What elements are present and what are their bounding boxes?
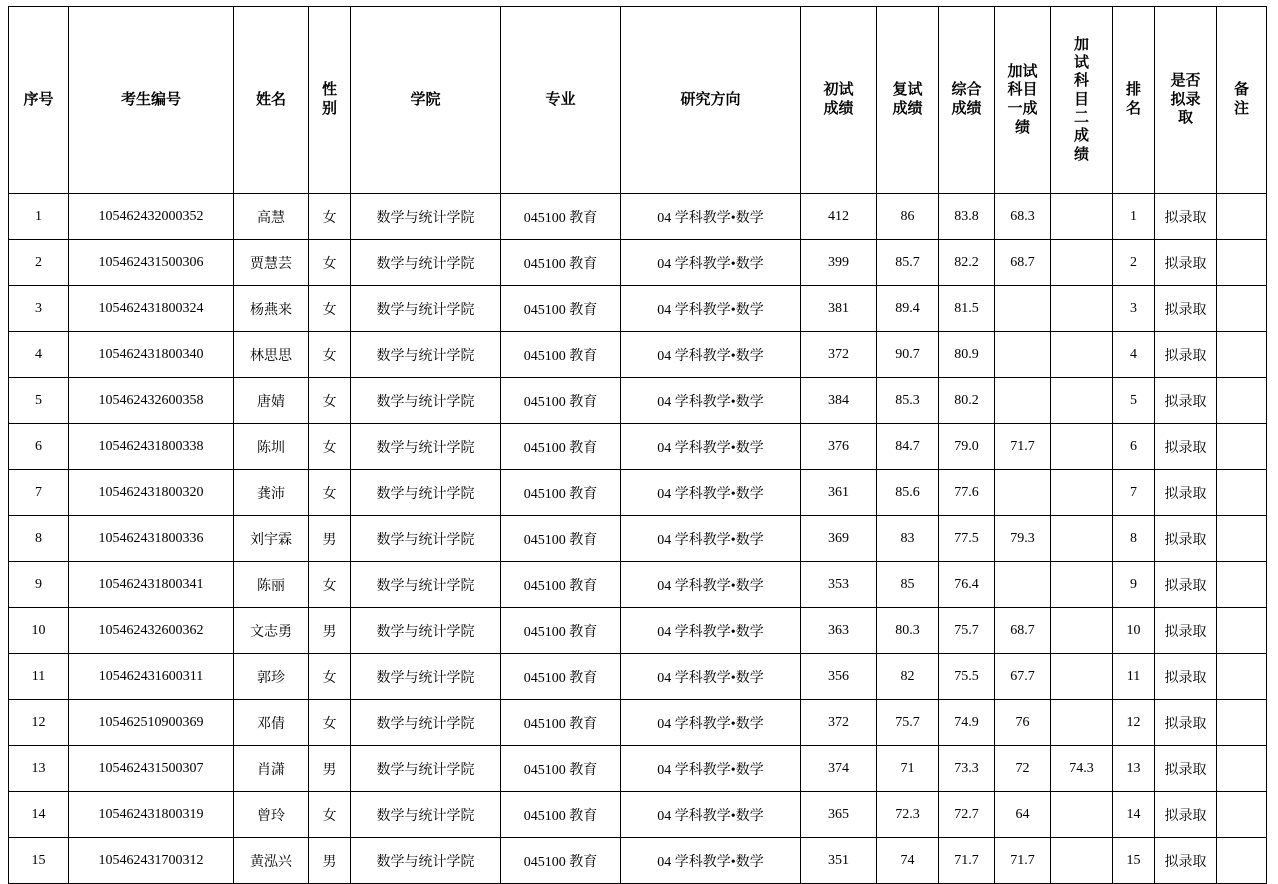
cell-sex: 男 [309,746,351,792]
cell-extra1-score: 72 [995,746,1051,792]
column-header-second-score [877,7,939,194]
column-header-college-label: 学院 [410,91,441,108]
cell-first-score: 372 [801,700,877,746]
cell-major: 045100 教育 [501,746,621,792]
table-row [9,700,1267,746]
admission-table [8,6,1267,884]
column-header-admitted [1155,7,1217,194]
cell-remark [1217,792,1267,838]
cell-direction: 04 学科教学•数学 [621,746,801,792]
cell-extra2-score [1051,240,1113,286]
cell-total-score: 81.5 [939,286,995,332]
cell-college: 数学与统计学院 [351,194,501,240]
cell-name: 陈丽 [234,562,309,608]
cell-first-score: 353 [801,562,877,608]
table-row [9,332,1267,378]
cell-second-score: 86 [877,194,939,240]
cell-seq: 7 [9,470,69,516]
cell-extra1-score: 64 [995,792,1051,838]
cell-second-score: 84.7 [877,424,939,470]
cell-sex: 女 [309,378,351,424]
cell-admitted: 拟录取 [1155,792,1217,838]
cell-rank: 14 [1113,792,1155,838]
column-header-exam-id [69,7,234,194]
table-row [9,792,1267,838]
cell-sex: 女 [309,286,351,332]
cell-major: 045100 教育 [501,838,621,884]
cell-seq: 11 [9,654,69,700]
cell-sex: 女 [309,562,351,608]
cell-sex: 男 [309,838,351,884]
table-row [9,286,1267,332]
cell-extra1-score: 67.7 [995,654,1051,700]
cell-extra2-score [1051,562,1113,608]
cell-total-score: 72.7 [939,792,995,838]
cell-total-score: 76.4 [939,562,995,608]
cell-name: 杨燕来 [234,286,309,332]
cell-extra1-score: 71.7 [995,424,1051,470]
cell-extra1-score [995,286,1051,332]
cell-seq: 10 [9,608,69,654]
cell-exam-id: 105462431800336 [69,516,234,562]
cell-direction: 04 学科教学•数学 [621,194,801,240]
cell-total-score: 80.2 [939,378,995,424]
cell-extra1-score [995,378,1051,424]
cell-first-score: 365 [801,792,877,838]
cell-sex: 女 [309,792,351,838]
column-header-remark-label: 备注 [1234,82,1250,117]
cell-rank: 15 [1113,838,1155,884]
cell-college: 数学与统计学院 [351,240,501,286]
cell-extra2-score [1051,470,1113,516]
column-header-exam-id-label: 考生编号 [120,91,181,108]
cell-total-score: 75.5 [939,654,995,700]
cell-sex: 女 [309,654,351,700]
header-row [9,7,1267,194]
cell-first-score: 412 [801,194,877,240]
cell-seq: 9 [9,562,69,608]
cell-second-score: 90.7 [877,332,939,378]
cell-total-score: 71.7 [939,838,995,884]
cell-admitted: 拟录取 [1155,746,1217,792]
cell-remark [1217,240,1267,286]
cell-major: 045100 教育 [501,516,621,562]
cell-name: 曾玲 [234,792,309,838]
cell-second-score: 75.7 [877,700,939,746]
cell-first-score: 376 [801,424,877,470]
cell-admitted: 拟录取 [1155,838,1217,884]
cell-seq: 8 [9,516,69,562]
cell-name: 邓倩 [234,700,309,746]
cell-name: 刘宇霖 [234,516,309,562]
cell-sex: 男 [309,608,351,654]
cell-exam-id: 105462431600311 [69,654,234,700]
cell-total-score: 75.7 [939,608,995,654]
cell-second-score: 83 [877,516,939,562]
cell-direction: 04 学科教学•数学 [621,424,801,470]
cell-remark [1217,608,1267,654]
cell-extra1-score: 68.7 [995,240,1051,286]
cell-exam-id: 105462431700312 [69,838,234,884]
cell-remark [1217,194,1267,240]
column-header-admitted-label: 是否拟录取 [1170,72,1201,127]
cell-total-score: 80.9 [939,332,995,378]
cell-total-score: 83.8 [939,194,995,240]
cell-rank: 2 [1113,240,1155,286]
cell-direction: 04 学科教学•数学 [621,792,801,838]
cell-second-score: 72.3 [877,792,939,838]
cell-remark [1217,838,1267,884]
cell-remark [1217,700,1267,746]
column-header-direction [621,7,801,194]
cell-exam-id: 105462432000352 [69,194,234,240]
cell-major: 045100 教育 [501,240,621,286]
table-row [9,654,1267,700]
cell-admitted: 拟录取 [1155,608,1217,654]
cell-extra2-score [1051,654,1113,700]
cell-first-score: 356 [801,654,877,700]
cell-extra1-score [995,470,1051,516]
cell-admitted: 拟录取 [1155,286,1217,332]
cell-rank: 11 [1113,654,1155,700]
cell-admitted: 拟录取 [1155,332,1217,378]
cell-name: 唐婧 [234,378,309,424]
cell-major: 045100 教育 [501,286,621,332]
cell-direction: 04 学科教学•数学 [621,562,801,608]
cell-sex: 女 [309,194,351,240]
cell-extra2-score [1051,332,1113,378]
cell-sex: 女 [309,470,351,516]
column-header-remark [1217,7,1267,194]
cell-extra2-score [1051,700,1113,746]
cell-name: 高慧 [234,194,309,240]
table-row [9,838,1267,884]
cell-direction: 04 学科教学•数学 [621,516,801,562]
column-header-college [351,7,501,194]
table-row [9,194,1267,240]
cell-extra2-score [1051,286,1113,332]
cell-first-score: 351 [801,838,877,884]
cell-total-score: 74.9 [939,700,995,746]
cell-major: 045100 教育 [501,194,621,240]
cell-first-score: 384 [801,378,877,424]
column-header-total-score-label: 综合成绩 [951,82,982,117]
cell-admitted: 拟录取 [1155,194,1217,240]
table-row [9,424,1267,470]
cell-exam-id: 105462510900369 [69,700,234,746]
column-header-sex [309,7,351,194]
column-header-direction-label: 研究方向 [680,91,741,108]
cell-sex: 女 [309,332,351,378]
cell-rank: 9 [1113,562,1155,608]
cell-major: 045100 教育 [501,700,621,746]
cell-sex: 男 [309,516,351,562]
cell-admitted: 拟录取 [1155,378,1217,424]
cell-college: 数学与统计学院 [351,424,501,470]
cell-college: 数学与统计学院 [351,792,501,838]
cell-name: 黄泓兴 [234,838,309,884]
table-row [9,240,1267,286]
cell-second-score: 85.6 [877,470,939,516]
cell-admitted: 拟录取 [1155,562,1217,608]
cell-seq: 4 [9,332,69,378]
cell-extra1-score: 79.3 [995,516,1051,562]
cell-rank: 6 [1113,424,1155,470]
cell-college: 数学与统计学院 [351,654,501,700]
table-row [9,516,1267,562]
column-header-rank-label: 排名 [1126,82,1142,117]
cell-exam-id: 105462432600362 [69,608,234,654]
cell-rank: 3 [1113,286,1155,332]
column-header-second-score-label: 复试成绩 [892,82,923,117]
cell-second-score: 85.3 [877,378,939,424]
table-row [9,746,1267,792]
cell-extra1-score [995,332,1051,378]
cell-exam-id: 105462431500307 [69,746,234,792]
column-header-total-score [939,7,995,194]
cell-major: 045100 教育 [501,378,621,424]
cell-second-score: 74 [877,838,939,884]
cell-second-score: 71 [877,746,939,792]
cell-admitted: 拟录取 [1155,240,1217,286]
cell-major: 045100 教育 [501,608,621,654]
cell-extra2-score [1051,424,1113,470]
cell-first-score: 372 [801,332,877,378]
cell-rank: 5 [1113,378,1155,424]
cell-rank: 8 [1113,516,1155,562]
cell-extra2-score [1051,516,1113,562]
cell-name: 龚沛 [234,470,309,516]
column-header-name-label: 姓名 [255,91,286,108]
table-row [9,608,1267,654]
cell-rank: 12 [1113,700,1155,746]
cell-college: 数学与统计学院 [351,286,501,332]
cell-seq: 6 [9,424,69,470]
table-row [9,562,1267,608]
cell-major: 045100 教育 [501,332,621,378]
cell-direction: 04 学科教学•数学 [621,332,801,378]
column-header-extra2-score-label: 加试科目二成绩 [1074,36,1090,163]
cell-exam-id: 105462431800340 [69,332,234,378]
cell-seq: 15 [9,838,69,884]
cell-extra1-score: 71.7 [995,838,1051,884]
column-header-extra1-score-label: 加试科目一成绩 [1007,63,1038,136]
cell-extra1-score: 68.3 [995,194,1051,240]
cell-seq: 2 [9,240,69,286]
cell-sex: 女 [309,424,351,470]
cell-name: 贾慧芸 [234,240,309,286]
cell-rank: 10 [1113,608,1155,654]
cell-admitted: 拟录取 [1155,470,1217,516]
cell-seq: 1 [9,194,69,240]
cell-extra2-score [1051,378,1113,424]
cell-extra2-score: 74.3 [1051,746,1113,792]
cell-remark [1217,332,1267,378]
cell-major: 045100 教育 [501,792,621,838]
cell-direction: 04 学科教学•数学 [621,286,801,332]
cell-exam-id: 105462432600358 [69,378,234,424]
column-header-seq-label: 序号 [23,91,54,108]
column-header-seq [9,7,69,194]
cell-college: 数学与统计学院 [351,608,501,654]
cell-exam-id: 105462431800341 [69,562,234,608]
cell-total-score: 73.3 [939,746,995,792]
cell-major: 045100 教育 [501,654,621,700]
cell-direction: 04 学科教学•数学 [621,378,801,424]
cell-name: 文志勇 [234,608,309,654]
cell-remark [1217,562,1267,608]
cell-exam-id: 105462431800324 [69,286,234,332]
cell-college: 数学与统计学院 [351,700,501,746]
cell-first-score: 361 [801,470,877,516]
cell-college: 数学与统计学院 [351,332,501,378]
cell-second-score: 85 [877,562,939,608]
cell-total-score: 79.0 [939,424,995,470]
cell-first-score: 374 [801,746,877,792]
cell-admitted: 拟录取 [1155,516,1217,562]
cell-seq: 14 [9,792,69,838]
cell-sex: 女 [309,240,351,286]
table-header [9,7,1267,194]
column-header-first-score-label: 初试成绩 [823,82,854,117]
cell-major: 045100 教育 [501,424,621,470]
cell-second-score: 85.7 [877,240,939,286]
cell-exam-id: 105462431800338 [69,424,234,470]
table-row [9,378,1267,424]
cell-direction: 04 学科教学•数学 [621,700,801,746]
cell-extra2-score [1051,608,1113,654]
table-body [9,194,1267,884]
cell-college: 数学与统计学院 [351,562,501,608]
cell-direction: 04 学科教学•数学 [621,608,801,654]
cell-extra1-score: 76 [995,700,1051,746]
cell-exam-id: 105462431800320 [69,470,234,516]
cell-college: 数学与统计学院 [351,516,501,562]
cell-rank: 13 [1113,746,1155,792]
cell-total-score: 82.2 [939,240,995,286]
column-header-extra1-score [995,7,1051,194]
cell-second-score: 89.4 [877,286,939,332]
table-row [9,470,1267,516]
cell-college: 数学与统计学院 [351,838,501,884]
cell-rank: 7 [1113,470,1155,516]
cell-first-score: 381 [801,286,877,332]
cell-remark [1217,378,1267,424]
cell-direction: 04 学科教学•数学 [621,654,801,700]
column-header-first-score [801,7,877,194]
cell-college: 数学与统计学院 [351,470,501,516]
cell-total-score: 77.6 [939,470,995,516]
cell-extra1-score: 68.7 [995,608,1051,654]
cell-total-score: 77.5 [939,516,995,562]
cell-first-score: 369 [801,516,877,562]
column-header-rank [1113,7,1155,194]
cell-admitted: 拟录取 [1155,654,1217,700]
column-header-sex-label: 性别 [322,82,338,117]
cell-college: 数学与统计学院 [351,746,501,792]
cell-extra2-score [1051,838,1113,884]
cell-first-score: 399 [801,240,877,286]
cell-seq: 12 [9,700,69,746]
cell-seq: 3 [9,286,69,332]
cell-second-score: 82 [877,654,939,700]
cell-major: 045100 教育 [501,562,621,608]
cell-name: 陈圳 [234,424,309,470]
cell-direction: 04 学科教学•数学 [621,838,801,884]
cell-exam-id: 105462431800319 [69,792,234,838]
cell-extra2-score [1051,194,1113,240]
cell-direction: 04 学科教学•数学 [621,240,801,286]
column-header-major [501,7,621,194]
cell-remark [1217,286,1267,332]
column-header-name [234,7,309,194]
cell-college: 数学与统计学院 [351,378,501,424]
cell-extra2-score [1051,792,1113,838]
cell-major: 045100 教育 [501,470,621,516]
column-header-major-label: 专业 [545,91,576,108]
cell-first-score: 363 [801,608,877,654]
cell-name: 肖潇 [234,746,309,792]
cell-name: 郭珍 [234,654,309,700]
cell-exam-id: 105462431500306 [69,240,234,286]
cell-second-score: 80.3 [877,608,939,654]
cell-name: 林思思 [234,332,309,378]
cell-rank: 1 [1113,194,1155,240]
cell-remark [1217,654,1267,700]
cell-extra1-score [995,562,1051,608]
column-header-extra2-score [1051,7,1113,194]
cell-remark [1217,746,1267,792]
cell-admitted: 拟录取 [1155,424,1217,470]
cell-rank: 4 [1113,332,1155,378]
cell-direction: 04 学科教学•数学 [621,470,801,516]
cell-admitted: 拟录取 [1155,700,1217,746]
cell-seq: 5 [9,378,69,424]
cell-remark [1217,516,1267,562]
cell-seq: 13 [9,746,69,792]
cell-sex: 女 [309,700,351,746]
cell-remark [1217,470,1267,516]
cell-remark [1217,424,1267,470]
